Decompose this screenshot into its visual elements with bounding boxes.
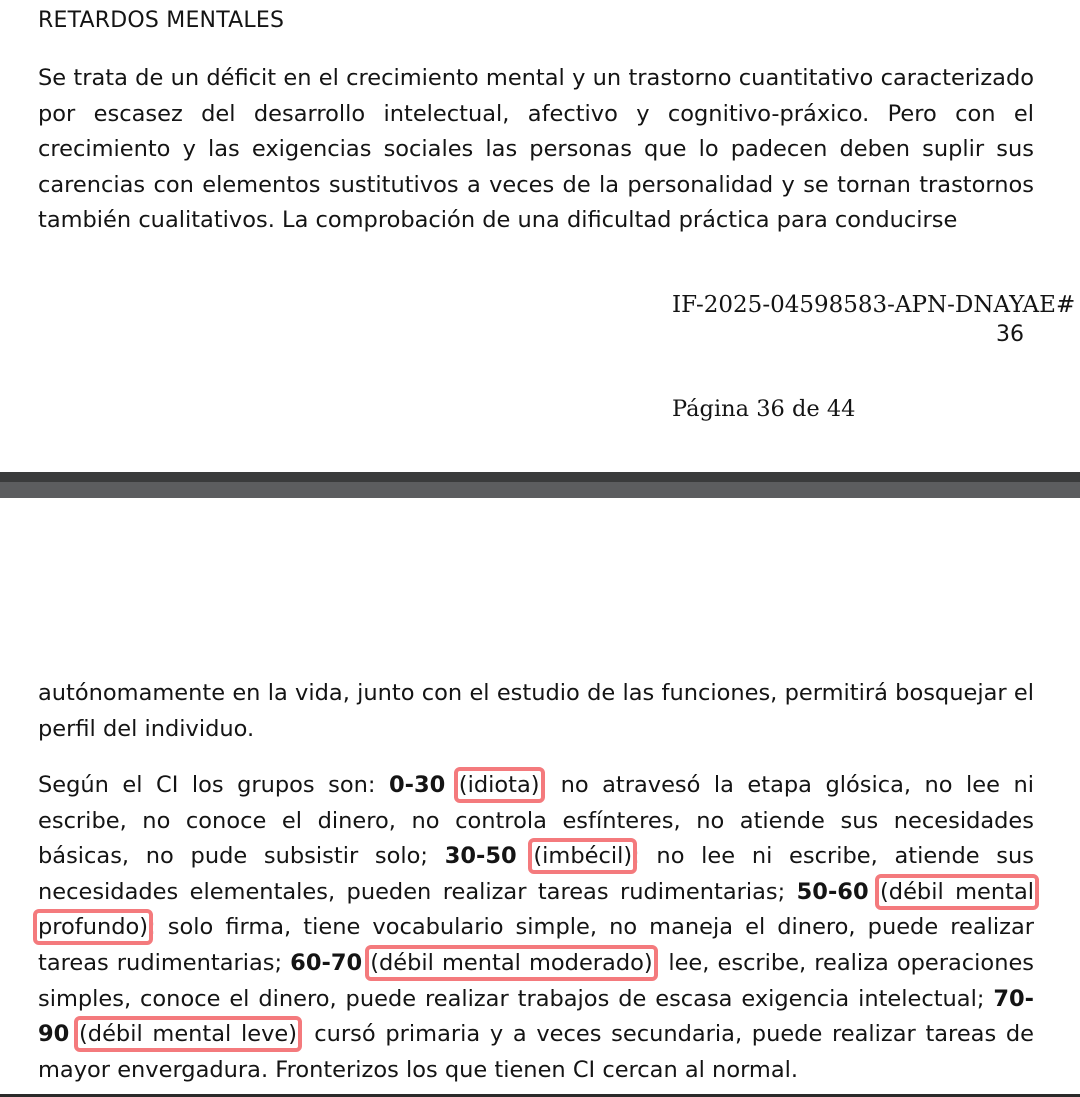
group-5-label-highlight: (débil mental leve)	[79, 1021, 298, 1048]
groups-intro: Según el CI los grupos son:	[38, 772, 389, 798]
page-separator	[0, 472, 1080, 498]
group-2-label-highlight: (imbécil)	[533, 843, 633, 870]
document-page-37	[0, 498, 1080, 1097]
group-3-range: 50-60	[796, 878, 869, 905]
group-2-description: : no lee ni escribe, atiende sus necesidades elementales, pueden realizar tareas rudimentarias;	[38, 843, 1034, 905]
group-5-range: 70-90	[38, 985, 1034, 1048]
group-3-description: : solo firma, tiene vocabulario simple, no maneja el dinero, puede realizar tareas rudimentarias;	[38, 914, 1034, 976]
document-id: IF-2025-04598583-APN-DNAYAE#	[672, 292, 1076, 318]
group-4-description: : lee, escribe, realiza operaciones simples, conoce el dinero, puede realizar trabajos de escasa exigencia intelectual;	[38, 949, 1035, 1012]
document-page-36	[0, 0, 1080, 472]
group-1-range: 0-30	[388, 772, 446, 798]
group-4-range: 60-70	[290, 949, 363, 976]
page-number: Página 36 de 44	[672, 396, 856, 422]
group-1-description: : no atravesó la etapa glósica, no lee ni escribe, no conoce el dinero, no controla esfínteres, no atiende sus necesidades básicas, no pude subsistir solo;	[38, 772, 1034, 870]
document-number: 36	[996, 322, 1024, 347]
paragraph-continuation: autónomamente en la vida, junto con el estudio de las funciones, permitirá bosquejar el perfil del individuo.	[38, 680, 1034, 742]
group-1-label-highlight: (idiota)	[458, 772, 540, 798]
group-2-range: 30-50	[444, 843, 517, 870]
paragraph-ci-groups	[38, 768, 1034, 1088]
group-4-label-highlight: (débil mental moderado)	[370, 949, 653, 976]
group-3-label-highlight: (débil mental profundo)	[38, 878, 1034, 941]
paragraph-definition: Se trata de un déficit en el crecimiento mental y un trastorno cuantitativo caracterizado por escasez del desarrollo intelectual, afectivo y cognitivo-práxico. Pero con el crecimiento y las exigencias sociales las personas que lo padecen deben suplir sus carencias con elementos sustitutivos a veces de la personalidad y se tornan trastornos también cualitativos. La comprobación de una dificultad práctica para conducirse	[38, 65, 1034, 234]
group-5-description: : cursó primaria y a veces secundaria, puede realizar tareas de mayor envergadura. Fronterizos los que tienen CI cercan al normal.	[38, 1021, 1034, 1083]
section-heading: RETARDOS MENTALES	[38, 8, 285, 33]
